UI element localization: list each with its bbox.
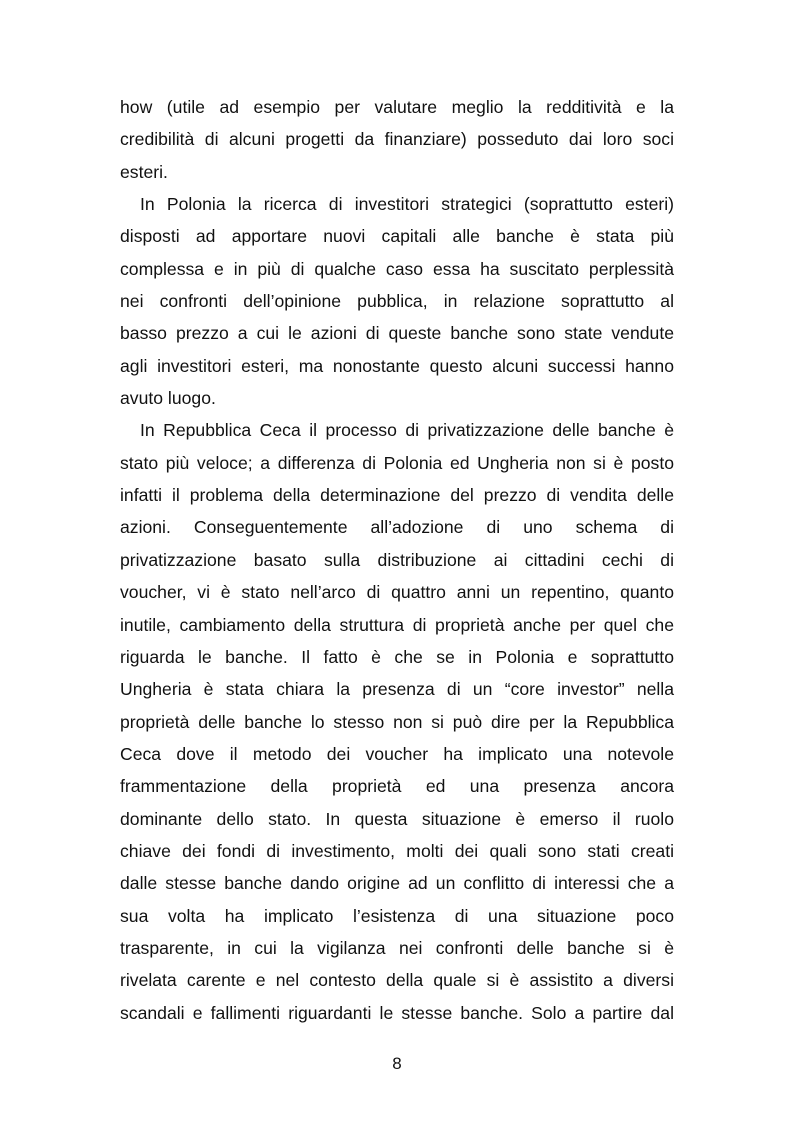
- text-line: Ceca dove il metodo dei voucher ha implicato una notevole: [120, 743, 674, 764]
- text-line: scandali e fallimenti riguardanti le stesse banche. Solo a partire dal: [120, 1002, 674, 1023]
- text-line: infatti il problema della determinazione del prezzo di vendita delle: [120, 485, 674, 506]
- text-line: how (utile ad esempio per valutare meglio la redditività e la: [120, 97, 674, 117]
- text-line: inutile, cambiamento della struttura di proprietà anche per quel che: [120, 614, 674, 635]
- text-line: rivelata carente e nel contesto della quale si è assistito a diversi: [120, 970, 674, 991]
- text-line: disposti ad apportare nuovi capitali alle banche è stata più: [120, 226, 674, 247]
- text-line: esteri.: [120, 161, 168, 182]
- text-line: complessa e in più di qualche caso essa ha suscitato perplessità: [120, 258, 674, 279]
- text-line: stato più veloce; a differenza di Polonia ed Ungheria non si è posto: [120, 452, 674, 473]
- text-line: privatizzazione basato sulla distribuzione ai cittadini cechi di: [120, 549, 674, 570]
- text-line: dominante dello stato. In questa situazione è emerso il ruolo: [120, 808, 674, 829]
- text-line: In Repubblica Ceca il processo di privatizzazione delle banche è: [140, 420, 674, 441]
- paragraph-3: [120, 414, 674, 1029]
- paragraph-2: [120, 188, 674, 414]
- text-line: sua volta ha implicato l’esistenza di una situazione poco: [120, 905, 674, 926]
- text-line: azioni. Conseguentemente all’adozione di uno schema di: [120, 517, 674, 538]
- body-text: [120, 91, 674, 1029]
- text-line: agli investitori esteri, ma nonostante questo alcuni successi hanno: [120, 355, 674, 376]
- text-line: frammentazione della proprietà ed una presenza ancora: [120, 776, 674, 797]
- text-line: dalle stesse banche dando origine ad un conflitto di interessi che a: [120, 873, 674, 894]
- text-line: credibilità di alcuni progetti da finanziare) posseduto dai loro soci: [120, 129, 674, 150]
- text-line: nei confronti dell’opinione pubblica, in relazione soprattutto al: [120, 291, 674, 312]
- text-line: riguarda le banche. Il fatto è che se in Polonia e soprattutto: [120, 646, 674, 667]
- text-line: proprietà delle banche lo stesso non si può dire per la Repubblica: [120, 711, 674, 732]
- text-line: voucher, vi è stato nell’arco di quattro anni un repentino, quanto: [120, 582, 674, 603]
- text-line: chiave dei fondi di investimento, molti dei quali sono stati creati: [120, 840, 674, 861]
- text-line: In Polonia la ricerca di investitori strategici (soprattutto esteri): [140, 194, 674, 215]
- paragraph-1: [120, 91, 674, 188]
- text-line: trasparente, in cui la vigilanza nei confronti delle banche si è: [120, 937, 674, 958]
- page-number: 8: [392, 1054, 402, 1073]
- text-line: avuto luogo.: [120, 388, 216, 409]
- text-line: Ungheria è stata chiara la presenza di un “core investor” nella: [120, 679, 674, 700]
- text-line: basso prezzo a cui le azioni di queste banche sono state vendute: [120, 323, 674, 344]
